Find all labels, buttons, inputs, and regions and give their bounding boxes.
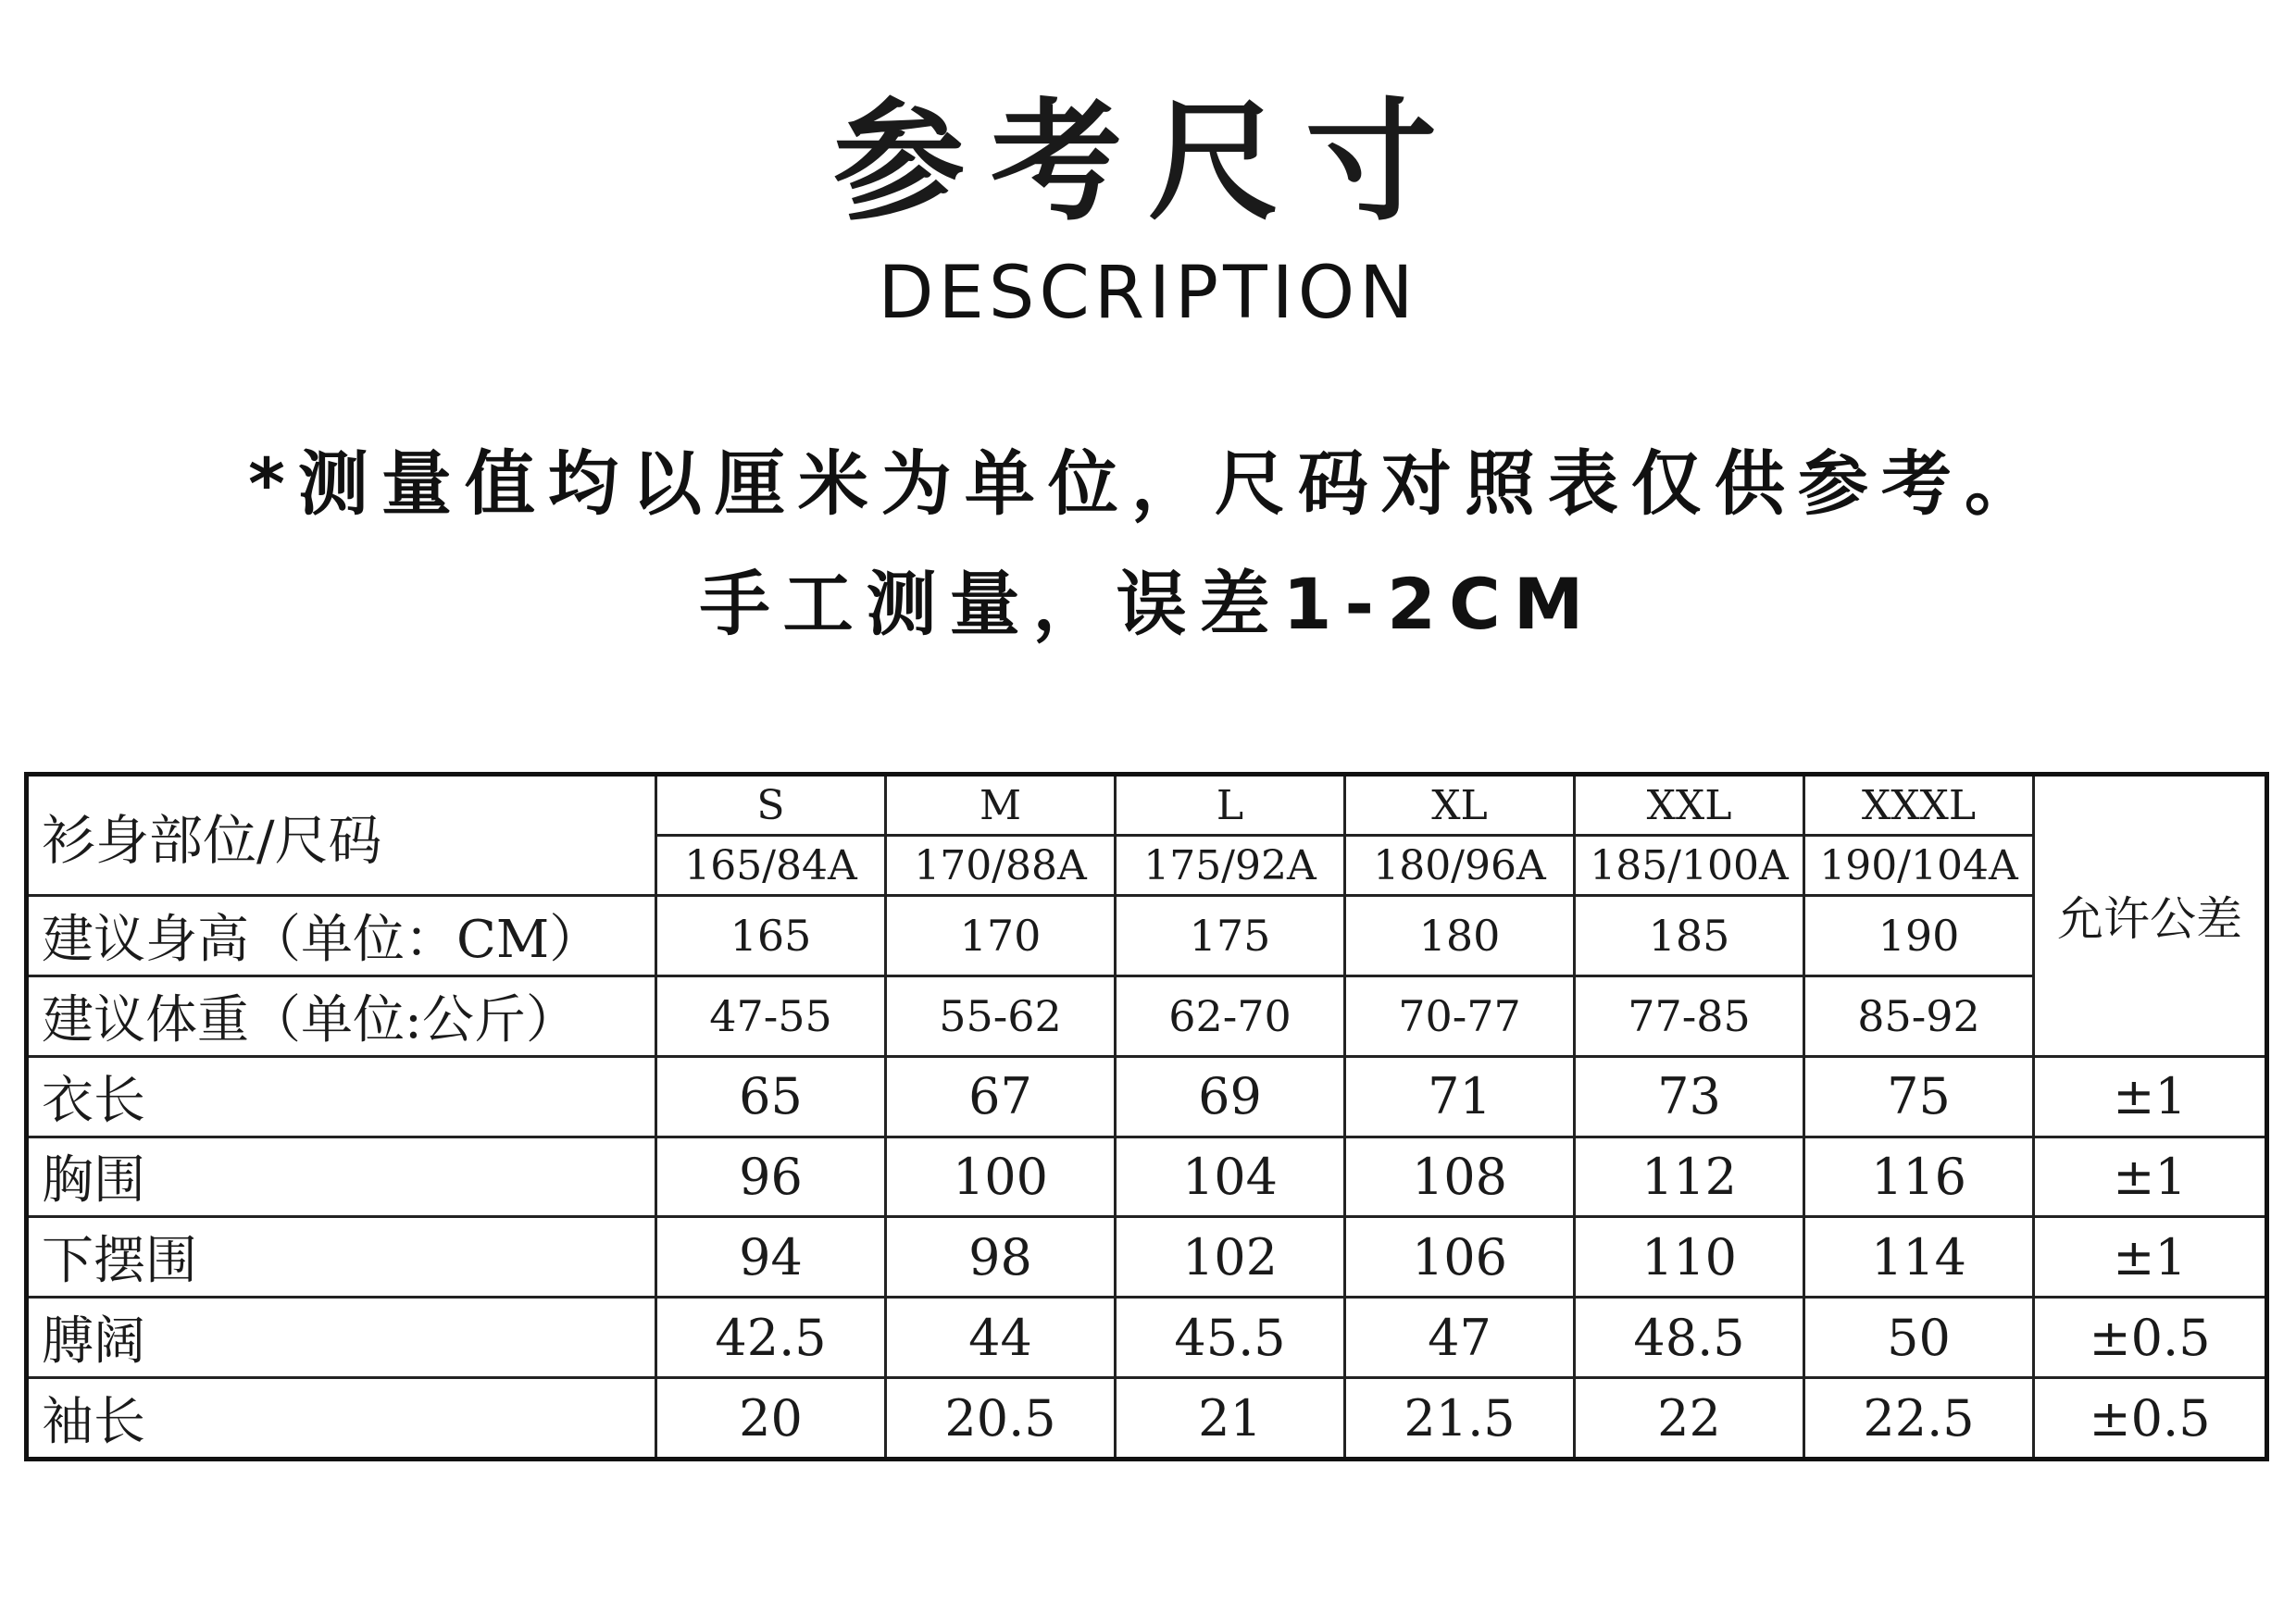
tolerance-cell: ±1: [2034, 1056, 2267, 1137]
size-name-row: [27, 775, 2267, 836]
value-cell: 102: [1116, 1217, 1345, 1298]
row-label: 下摆围: [27, 1217, 656, 1298]
value-cell: 65: [656, 1056, 886, 1137]
size-name-cell: XL: [1345, 775, 1575, 836]
tolerance-header-cell: 允许公差: [2034, 775, 2267, 1057]
value-cell: 110: [1575, 1217, 1804, 1298]
row-label: 膊阔: [27, 1298, 656, 1378]
size-code-cell: 180/96A: [1345, 836, 1575, 896]
tolerance-cell: ±0.5: [2034, 1378, 2267, 1460]
value-cell: 96: [656, 1137, 886, 1217]
value-cell: 45.5: [1116, 1298, 1345, 1378]
value-cell: 50: [1804, 1298, 2034, 1378]
value-cell: 175: [1116, 896, 1345, 976]
value-cell: 104: [1116, 1137, 1345, 1217]
value-cell: 108: [1345, 1137, 1575, 1217]
value-cell: 22.5: [1804, 1378, 2034, 1460]
value-cell: 116: [1804, 1137, 2034, 1217]
value-cell: 21: [1116, 1378, 1345, 1460]
value-cell: 106: [1345, 1217, 1575, 1298]
value-cell: 69: [1116, 1056, 1345, 1137]
size-chart-table: [24, 772, 2269, 1461]
value-cell: 73: [1575, 1056, 1804, 1137]
weight-row: [27, 975, 2267, 1056]
row-label: 建议身高（单位：CM）: [27, 896, 656, 976]
size-code-cell: 165/84A: [656, 836, 886, 896]
value-cell: 44: [886, 1298, 1116, 1378]
size-code-cell: 170/88A: [886, 836, 1116, 896]
size-name-cell: XXL: [1575, 775, 1804, 836]
value-cell: 190: [1804, 896, 2034, 976]
value-cell: 70-77: [1345, 975, 1575, 1056]
size-name-cell: M: [886, 775, 1116, 836]
value-cell: 47-55: [656, 975, 886, 1056]
value-cell: 21.5: [1345, 1378, 1575, 1460]
sleeve-row: [27, 1378, 2267, 1460]
value-cell: 165: [656, 896, 886, 976]
corner-label: 衫身部位/尺码: [42, 808, 382, 872]
size-name-cell: XXXL: [1804, 775, 2034, 836]
value-cell: 71: [1345, 1056, 1575, 1137]
corner-label-cell: [27, 775, 656, 896]
value-cell: 62-70: [1116, 975, 1345, 1056]
value-cell: 77-85: [1575, 975, 1804, 1056]
value-cell: 100: [886, 1137, 1116, 1217]
value-cell: 22: [1575, 1378, 1804, 1460]
tolerance-cell: ±1: [2034, 1217, 2267, 1298]
length-row: [27, 1056, 2267, 1137]
value-cell: 67: [886, 1056, 1116, 1137]
height-row: [27, 896, 2267, 976]
value-cell: 55-62: [886, 975, 1116, 1056]
size-code-cell: 175/92A: [1116, 836, 1345, 896]
page-title: 参考尺寸: [833, 86, 1463, 239]
value-cell: 85-92: [1804, 975, 2034, 1056]
value-cell: 20.5: [886, 1378, 1116, 1460]
row-label: 胸围: [27, 1137, 656, 1217]
size-code-cell: 190/104A: [1804, 836, 2034, 896]
row-label: 袖长: [27, 1378, 656, 1460]
page-subtitle: DESCRIPTION: [878, 252, 1418, 335]
chest-row: [27, 1137, 2267, 1217]
value-cell: 180: [1345, 896, 1575, 976]
value-cell: 170: [886, 896, 1116, 976]
size-code-cell: 185/100A: [1575, 836, 1804, 896]
value-cell: 185: [1575, 896, 1804, 976]
measurement-note: *测量值均以厘米为单位，尺码对照表仅供参考。: [248, 442, 2048, 525]
value-cell: 114: [1804, 1217, 2034, 1298]
value-cell: 94: [656, 1217, 886, 1298]
tolerance-cell: ±1: [2034, 1137, 2267, 1217]
row-label: 建议体重（单位:公斤）: [27, 975, 656, 1056]
value-cell: 47: [1345, 1298, 1575, 1378]
value-cell: 48.5: [1575, 1298, 1804, 1378]
value-cell: 42.5: [656, 1298, 886, 1378]
value-cell: 20: [656, 1378, 886, 1460]
size-name-cell: L: [1116, 775, 1345, 836]
value-cell: 112: [1575, 1137, 1804, 1217]
hem-row: [27, 1217, 2267, 1298]
value-cell: 75: [1804, 1056, 2034, 1137]
value-cell: 98: [886, 1217, 1116, 1298]
tolerance-cell: ±0.5: [2034, 1298, 2267, 1378]
row-label: 衣长: [27, 1056, 656, 1137]
shoulder-row: [27, 1298, 2267, 1378]
error-note: 手工测量，误差1-2CM: [699, 563, 1597, 645]
size-name-cell: S: [656, 775, 886, 836]
